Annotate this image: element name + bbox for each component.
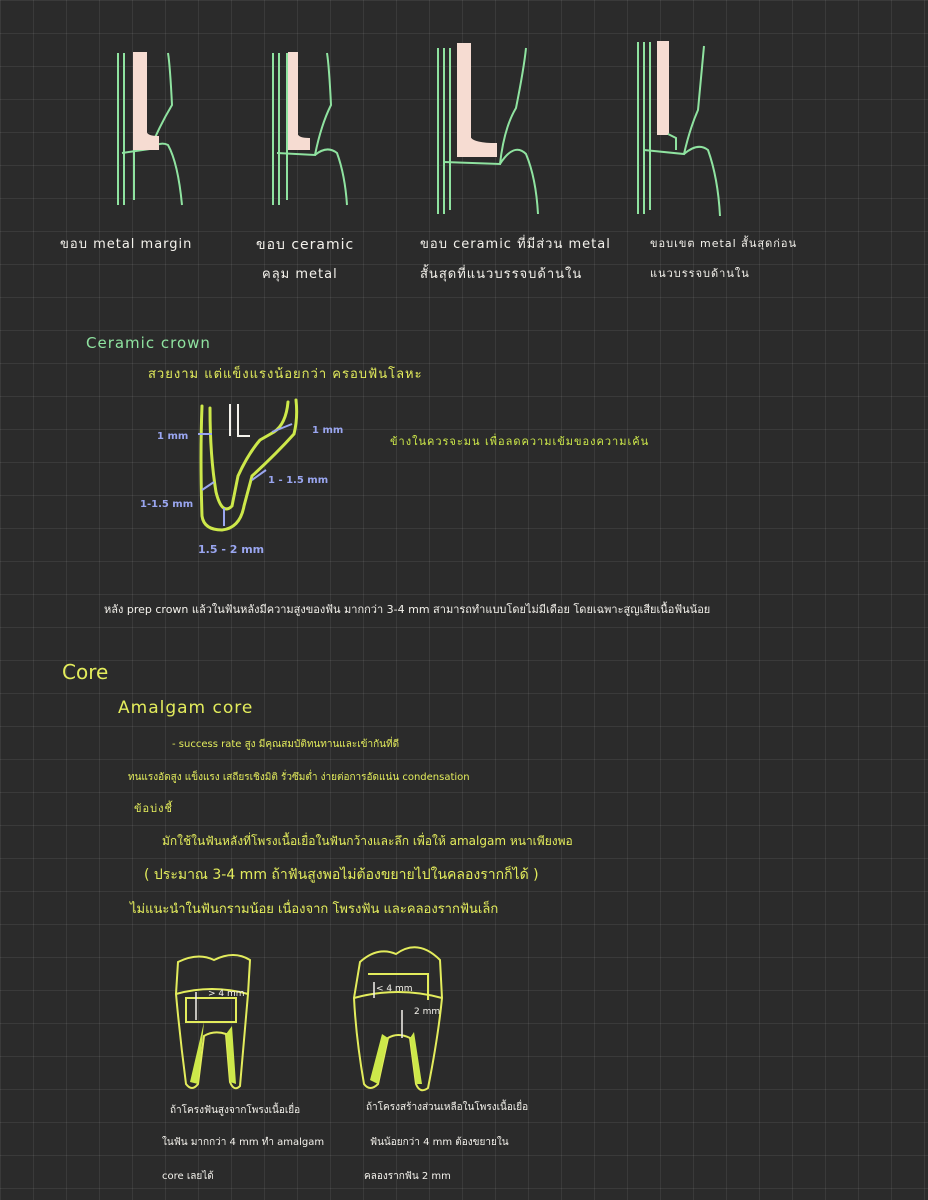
- margin-caption-2-line1: ขอบ ceramic: [256, 237, 355, 253]
- core-heading: Core: [62, 660, 109, 684]
- margin-caption-2-line2: คลุม metal: [262, 267, 338, 282]
- molar-left-diagram: [168, 948, 258, 1098]
- margin-caption-3-line1: ขอบ ceramic ที่มีส่วน metal: [420, 237, 611, 252]
- molar-right-dim-side: 2 mm: [414, 1007, 441, 1017]
- margin-sketch-3: [430, 38, 540, 218]
- dim-left-top: 1 mm: [157, 431, 189, 442]
- amalgam-line-6: ไม่แนะนำในฟันกรามน้อย เนื่องจาก โพรงฟัน และคลองรากฟันเล็ก: [130, 902, 499, 917]
- ceramic-crown-subtitle: สวยงาม แต่แข็งแรงน้อยกว่า ครอบฟันโลหะ: [148, 367, 423, 382]
- margin-caption-3-line2: สั้นสุดที่แนวบรรจบด้านใน: [420, 267, 583, 282]
- dim-left-mid: 1-1.5 mm: [140, 499, 194, 510]
- ceramic-crown-diagram: [196, 396, 316, 536]
- amalgam-line-4: มักใช้ในฟันหลังที่โพรงเนื้อเยื่อในฟันกว้างและลึก เพื่อให้ amalgam หนาเพียงพอ: [162, 834, 573, 848]
- molar-left-caption-1: ถ้าโครงฟันสูงจากโพรงเนื้อเยื่อ: [170, 1105, 301, 1116]
- dim-right-top: 1 mm: [312, 425, 344, 436]
- amalgam-core-heading: Amalgam core: [118, 698, 254, 718]
- margin-caption-4-line2: แนวบรรจบด้านใน: [650, 267, 750, 280]
- molar-right-diagram: [348, 938, 448, 1098]
- molar-right-dim-top: < 4 mm: [376, 984, 413, 994]
- margin-sketch-2: [265, 45, 345, 215]
- dim-bottom: 1.5 - 2 mm: [198, 543, 265, 556]
- molar-right-caption-3: คลองรากฟัน 2 mm: [364, 1171, 451, 1182]
- margin-caption-1-line1: ขอบ metal margin: [60, 237, 193, 252]
- molar-left-caption-2: ในฟัน มากกว่า 4 mm ทำ amalgam: [162, 1137, 325, 1148]
- molar-right-caption-2: ฟันน้อยกว่า 4 mm ต้องขยายใน: [370, 1137, 509, 1148]
- margin-sketch-1: [110, 45, 190, 215]
- margin-caption-4-line1: ขอบเขต metal สั้นสุดก่อน: [650, 237, 797, 250]
- amalgam-line-5: ( ประมาณ 3-4 mm ถ้าฟันสูงพอไม่ต้องขยายไปในคลองรากก็ได้ ): [144, 867, 539, 883]
- ceramic-inner-note: ข้างในควรจะมน เพื่อลดความเข้มของความเค้น: [390, 435, 650, 448]
- after-prep-note: หลัง prep crown แล้วในฟันหลังมีความสูงของฟัน มากกว่า 3-4 mm สามารถทำแบบโดยไม่มีเดือย โดยเฉพาะสูญเสียเนื้อฟันน้อย: [104, 603, 711, 616]
- margin-sketch-4: [632, 38, 732, 218]
- amalgam-line-3: ข้อบ่งชี้: [134, 802, 173, 815]
- dim-right-mid: 1 - 1.5 mm: [268, 475, 329, 486]
- molar-left-caption-3: core เลยได้: [162, 1171, 214, 1182]
- molar-right-caption-1: ถ้าโครงสร้างส่วนเหลือในโพรงเนื้อเยื่อ: [366, 1102, 529, 1113]
- molar-left-dim: > 4 mm: [208, 989, 245, 999]
- amalgam-line-2: ทนแรงอัดสูง แข็งแรง เสถียรเชิงมิติ รั่วซึมต่ำ ง่ายต่อการอัดแน่น condensation: [128, 772, 470, 783]
- ceramic-crown-heading: Ceramic crown: [86, 334, 211, 352]
- amalgam-line-1: - success rate สูง มีคุณสมบัติทนทานและเข้ากันที่ดี: [172, 739, 400, 750]
